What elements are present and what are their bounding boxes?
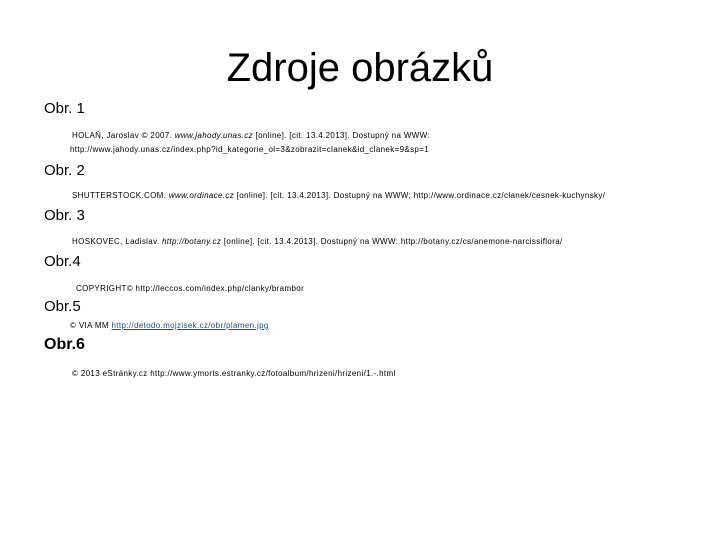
source-citation-2 bbox=[72, 190, 605, 202]
source-citation-4: COPYRIGHT© http://leccos.com/index.php/clanky/brambor bbox=[76, 284, 305, 293]
citation-text: [online]. [cit. 13.4.2013]. Dostupný na WWW: http://botany.cz/cs/anemone-narcissiflora/ bbox=[221, 237, 563, 246]
citation-text: SHUTTERSTOCK.COM. bbox=[72, 191, 169, 200]
source-citation-1-url: http://www.jahody.unas.cz/index.php?id_kategorie_ol=3&zobrazit=clanek&id_clanek=9&sp=1 bbox=[70, 145, 430, 154]
citation-text: [online]. [cit. 13.4.2013]. Dostupný na WWW: http://www.ordinace.cz/clanek/cesnek-kuchynsky/ bbox=[234, 191, 606, 200]
source-label-4: Obr.4 bbox=[44, 253, 81, 270]
source-label-2: Obr. 2 bbox=[44, 162, 85, 179]
citation-text: © VIA MM bbox=[70, 321, 112, 330]
source-label-3: Obr. 3 bbox=[44, 207, 85, 224]
source-citation-3 bbox=[72, 236, 563, 248]
citation-site-name: www.ordinace.cz bbox=[168, 191, 235, 200]
source-citation-5 bbox=[70, 320, 269, 332]
source-label-1: Obr. 1 bbox=[44, 100, 85, 117]
source-citation-6: © 2013 eStránky.cz http://www.ymorts.estranky.cz/fotoalbum/hrizeni/hrizeni/1.-.html bbox=[72, 369, 396, 378]
citation-text: HOLAŇ, Jaroslav © 2007. bbox=[72, 131, 175, 140]
citation-text: HOSKOVEC, Ladislav. bbox=[72, 237, 162, 246]
page-title: Zdroje obrázků bbox=[226, 46, 494, 90]
source-citation-1-line1 bbox=[72, 130, 430, 142]
source-link-5[interactable]: http://detodo.mojzisek.cz/obr/plamen.jpg bbox=[111, 321, 269, 330]
citation-text: [online]. [cit. 13.4.2013]. Dostupný na WWW: bbox=[252, 131, 430, 140]
source-label-5: Obr.5 bbox=[44, 298, 81, 315]
citation-site-name: http://botany.cz bbox=[162, 237, 222, 246]
citation-site-name: www.jahody.unas.cz bbox=[174, 131, 253, 140]
source-label-6: Obr.6 bbox=[44, 336, 85, 353]
